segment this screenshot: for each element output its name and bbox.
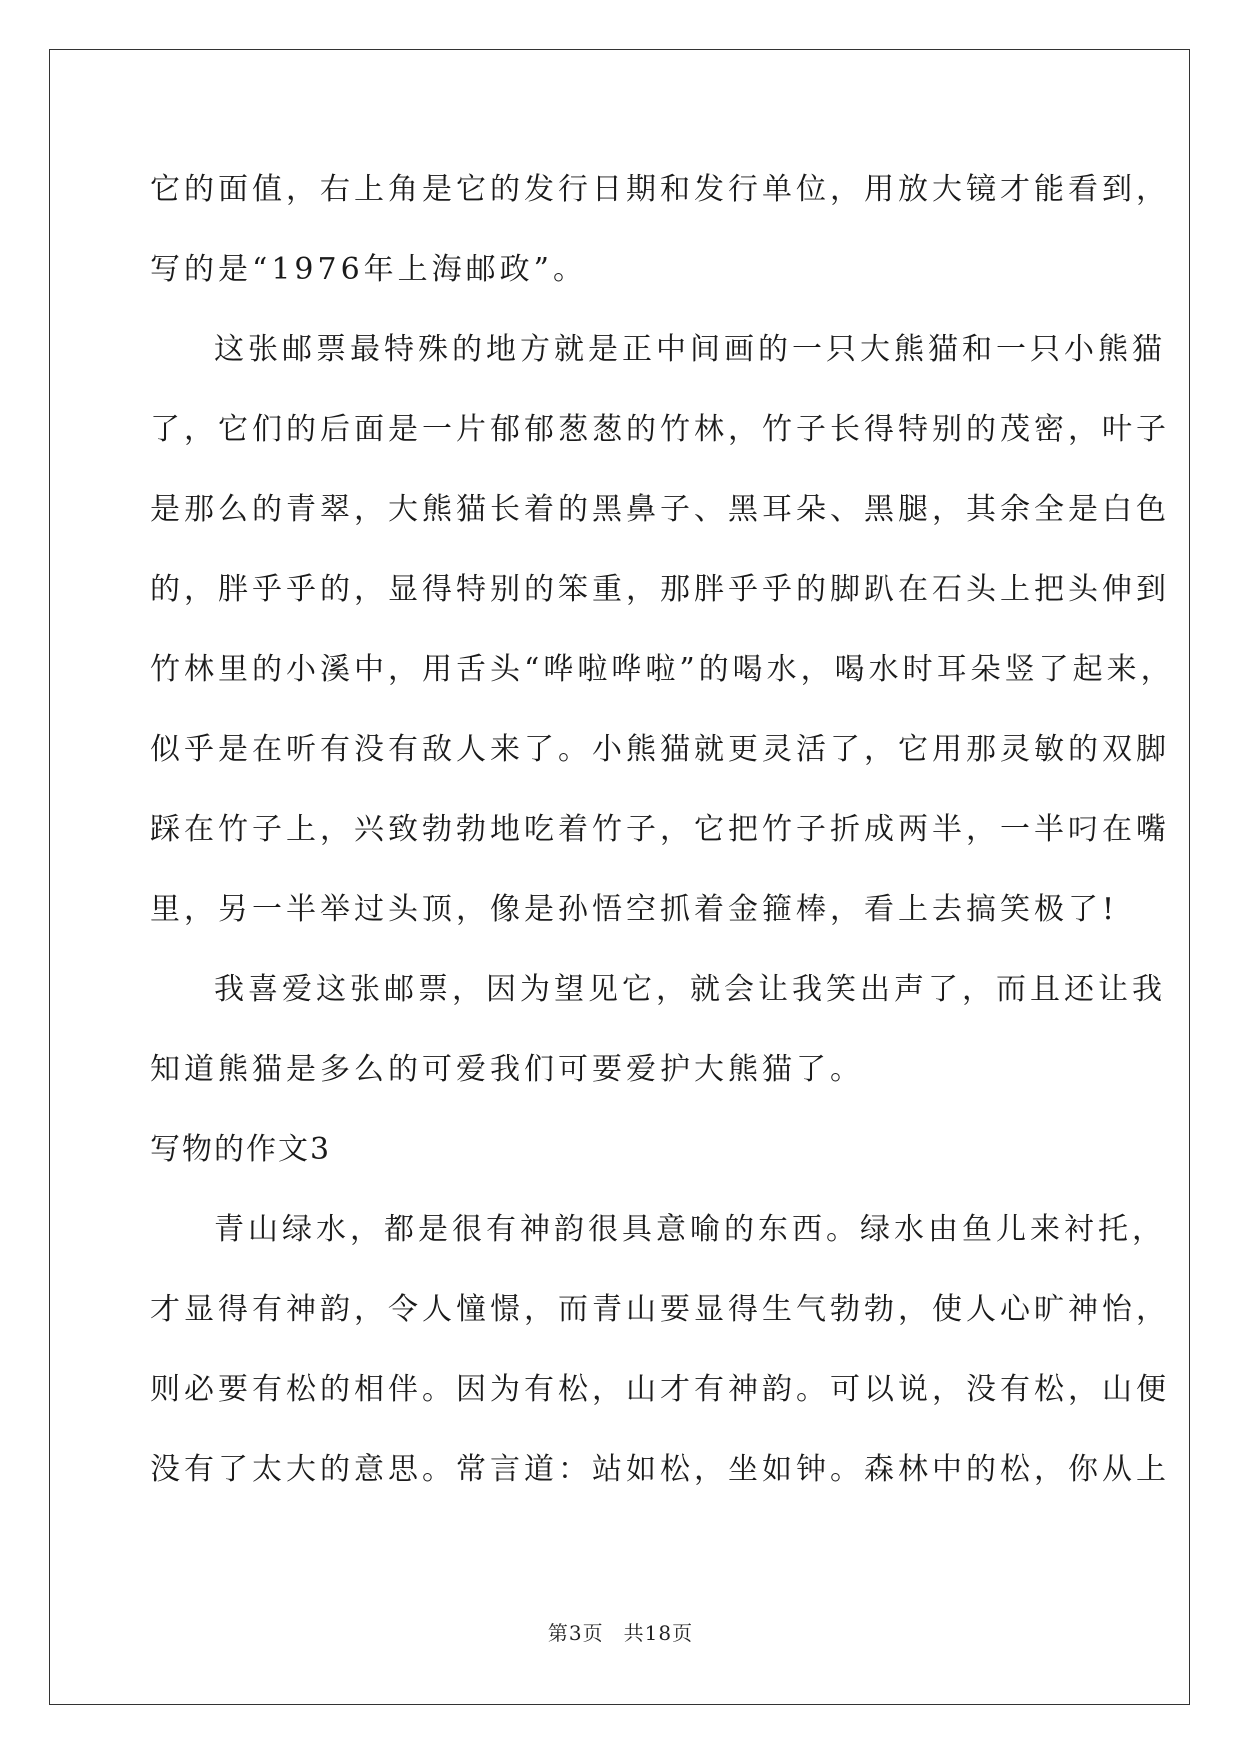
page-number: 第3页 [547, 1621, 604, 1645]
text-line: 踩在竹子上，兴致勃勃地吃着竹子，它把竹子折成两半，一半叼在嘴 [150, 812, 1170, 847]
text-line: 它的面值，右上角是它的发行日期和发行单位，用放大镜才能看到， [150, 172, 1170, 207]
text-line: 里，另一半举过头顶，像是孙悟空抓着金箍棒，看上去搞笑极了! [150, 892, 1119, 927]
text-line: 则必要有松的相伴。因为有松，山才有神韵。可以说，没有松，山便 [150, 1372, 1170, 1407]
text-line: 的，胖乎乎的，显得特别的笨重，那胖乎乎的脚趴在石头上把头伸到 [150, 572, 1170, 607]
paragraph-start-line: 这张邮票最特殊的地方就是正中间画的一只大熊猫和一只小熊猫 [214, 332, 1166, 367]
section-heading: 写物的作文3 [150, 1132, 332, 1167]
text-line: 了，它们的后面是一片郁郁葱葱的竹林，竹子长得特别的茂密，叶子 [150, 412, 1170, 447]
text-line: 知道熊猫是多么的可爱我们可要爱护大熊猫了。 [150, 1052, 864, 1087]
text-line: 写的是“1976年上海邮政”。 [150, 252, 588, 287]
text-line: 是那么的青翠，大熊猫长着的黑鼻子、黑耳朵、黑腿，其余全是白色 [150, 492, 1170, 527]
text-line: 似乎是在听有没有敌人来了。小熊猫就更灵活了，它用那灵敏的双脚 [150, 732, 1170, 767]
text-line: 没有了太大的意思。常言道：站如松，坐如钟。森林中的松，你从上 [150, 1452, 1170, 1487]
paragraph-start-line: 青山绿水，都是很有神韵很具意喻的东西。绿水由鱼儿来衬托， [214, 1212, 1166, 1247]
paragraph-start-line: 我喜爱这张邮票，因为望见它，就会让我笑出声了，而且还让我 [214, 972, 1166, 1007]
page-total: 共18页 [623, 1621, 694, 1645]
page-footer [0, 1617, 1241, 1646]
text-line: 才显得有神韵，令人憧憬，而青山要显得生气勃勃，使人心旷神怡， [150, 1292, 1170, 1327]
document-body [150, 150, 1175, 1510]
text-line: 竹林里的小溪中，用舌头“哗啦哗啦”的喝水，喝水时耳朵竖了起来， [150, 652, 1175, 687]
